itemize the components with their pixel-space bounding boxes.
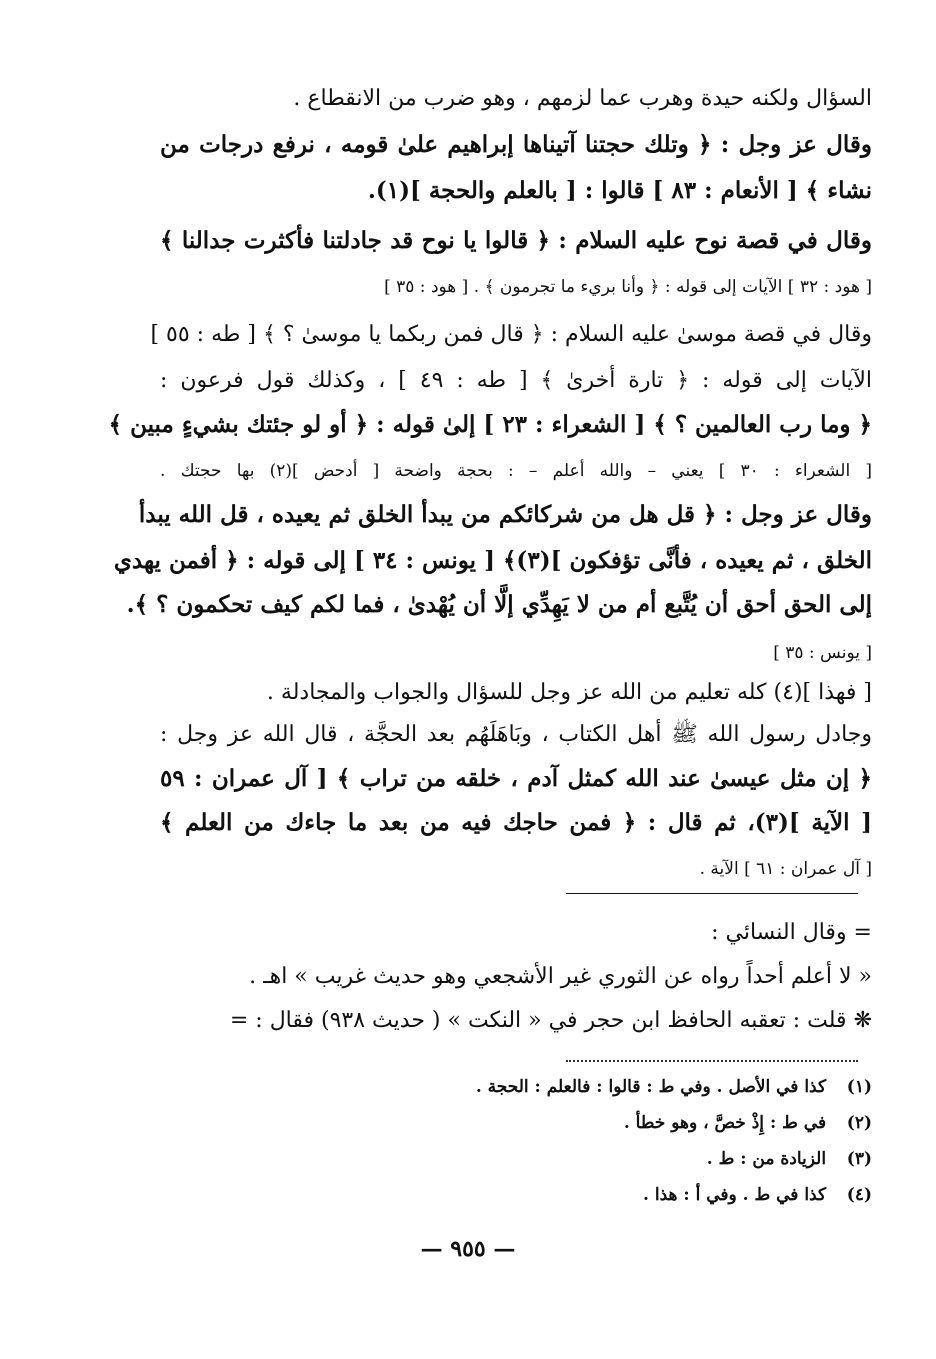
lower-line-2: « لا أعلم أحداً رواه عن الثوري غير الأشجعي وهو حديث غريب » اهـ .	[249, 964, 872, 989]
footnote-separator	[566, 893, 858, 894]
lower-line-3: ❋ قلت : تعقبه الحافظ ابن حجر في « النكت » ( حديث ٩٣٨) فقال : =	[229, 1008, 872, 1033]
text-line-3: نشاء ﴾ [ الأنعام : ٨٣ ] قالوا : [ بالعلم والحجة ](١).	[367, 177, 872, 204]
footnote-1	[160, 1074, 872, 1100]
text-line-16: ﴿ إن مثل عيسىٰ عند الله كمثل آدم ، خلقه من تراب ﴾ [ آل عمران : ٥٩	[160, 765, 872, 792]
footnote-text: كذا في ط . وفي أ : هذا .	[643, 1185, 827, 1205]
page-number: — ٩٥٥ —	[420, 1236, 516, 1262]
text-line-15: وجادل رسول الله ﷺ أهل الكتاب ، وبَاهَلَهُم بعد الحجَّة ، قال الله عز وجل :	[160, 722, 872, 747]
footnote-text: في ط : إِذْ خصَّ ، وهو خطأ .	[623, 1113, 827, 1133]
footnote-dotted-separator	[566, 1060, 858, 1062]
footnote-2	[160, 1110, 872, 1136]
text-line-1: السؤال ولكنه حيدة وهرب عما لزمهم ، وهو ضرب من الانقطاع .	[293, 86, 872, 111]
text-line-7: الآيات إلى قوله : ﴿ تارة أخرىٰ ﴾ [ طه : ٤٩ ] ، وكذلك قول فرعون :	[160, 368, 872, 393]
text-line-11: الخلق ، ثم يعيده ، فأنَّى تؤفكون ](٣)﴾ [ يونس : ٣٤ ] إلى قوله : ﴿ أفمن يهدي	[113, 547, 872, 574]
footnote-text: كذا في الأصل . وفي ط : قالوا : فالعلم : الحجة .	[475, 1077, 827, 1097]
footnote-text: الزيادة من : ط .	[706, 1149, 827, 1169]
footnote-number: (٣)	[846, 1149, 872, 1169]
text-line-6: وقال في قصة موسىٰ عليه السلام : ﴿ قال فمن ربكما يا موسىٰ ؟ ﴾ [ طه : ٥٥ ]	[150, 322, 872, 347]
text-line-5: [ هود : ٣٢ ] الآيات إلى قوله : ﴿ وأنا بريء ما تجرمون ﴾ . [ هود : ٣٥ ]	[384, 277, 872, 297]
text-line-9: [ الشعراء : ٣٠ ] يعني – والله أعلم – : بحجة واضحة [ أدحض ](٢) بها حجتك .	[160, 461, 873, 481]
text-line-2: وقال عز وجل : ﴿ وتلك حجتنا آتيناها إبراهيم علىٰ قومه ، نرفع درجات من	[160, 131, 872, 158]
footnote-number: (٢)	[846, 1113, 872, 1133]
text-line-13: [ يونس : ٣٥ ]	[773, 643, 872, 663]
text-line-12: إلى الحق أحق أن يُتَّبع أم من لا يَهِدِّي إلَّا أن يُهْدىٰ ، فما لكم كيف تحكمون ؟ ﴾.	[126, 591, 872, 618]
footnote-4	[160, 1182, 872, 1208]
text-line-10: وقال عز وجل : ﴿ قل هل من شركائكم من يبدأ الخلق ثم يعيده ، قل الله يبدأ	[138, 501, 872, 528]
text-line-18: [ آل عمران : ٦١ ] الآية .	[699, 859, 872, 879]
text-line-17: [ الآية ](٣)، ثم قال : ﴿ فمن حاجك فيه من بعد ما جاءك من العلم ﴾	[160, 809, 872, 836]
lower-line-1: = وقال النسائي :	[711, 920, 872, 945]
footnote-number: (١)	[846, 1077, 872, 1097]
text-line-14: [ فهذا ](٤) كله تعليم من الله عز وجل للسؤال والجواب والمجادلة .	[266, 680, 872, 705]
text-line-4: وقال في قصة نوح عليه السلام : ﴿ قالوا يا نوح قد جادلتنا فأكثرت جدالنا ﴾	[160, 227, 872, 254]
footnote-number: (٤)	[846, 1185, 872, 1205]
footnote-3	[160, 1146, 872, 1172]
text-line-8: ﴿ وما رب العالمين ؟ ﴾ [ الشعراء : ٢٣ ] إلىٰ قوله : ﴿ أو لو جئتك بشيءٍ مبين ﴾	[108, 411, 872, 438]
